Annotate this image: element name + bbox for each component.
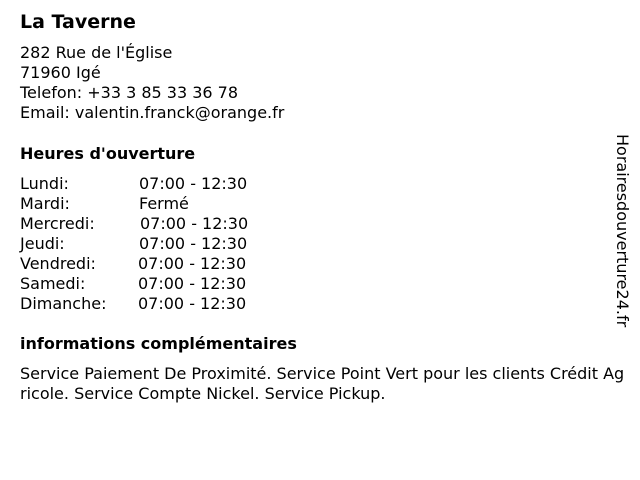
address-city: 71960 Igé: [20, 63, 101, 82]
day-label: Jeudi:: [20, 234, 65, 253]
day-label: Mercredi:: [20, 214, 95, 233]
day-label: Lundi:: [20, 174, 69, 193]
time-value: 07:00 - 12:30: [138, 294, 247, 313]
hours-row-vendredi: [20, 254, 320, 274]
day-label: Dimanche:: [20, 294, 107, 313]
time-value: Fermé: [139, 194, 189, 213]
time-value: 07:00 - 12:30: [138, 254, 247, 273]
hours-row-dimanche: [20, 294, 320, 314]
hours-row-lundi: [20, 174, 320, 194]
additional-info-text: Service Paiement De Proximité. Service Point Vert pour les clients Crédit Agricole. Service Compte Nickel. Service Pickup.: [20, 364, 625, 403]
opening-hours-heading: Heures d'ouverture: [20, 144, 196, 163]
site-watermark: Horairesdouverture24.fr: [613, 134, 632, 328]
business-name: La Taverne: [20, 11, 136, 33]
time-value: 07:00 - 12:30: [138, 274, 247, 293]
email-address: Email: valentin.franck@orange.fr: [20, 103, 285, 122]
day-label: Samedi:: [20, 274, 86, 293]
hours-row-jeudi: [20, 234, 320, 254]
hours-row-mardi: [20, 194, 320, 214]
phone-number: Telefon: +33 3 85 33 36 78: [20, 83, 239, 102]
address-street: 282 Rue de l'Église: [20, 43, 173, 62]
hours-row-mercredi: [20, 214, 320, 234]
day-label: Vendredi:: [20, 254, 96, 273]
time-value: 07:00 - 12:30: [139, 234, 248, 253]
contact-block: [20, 43, 284, 123]
day-label: Mardi:: [20, 194, 70, 213]
time-value: 07:00 - 12:30: [140, 214, 249, 233]
opening-hours-table: [20, 174, 320, 314]
hours-row-samedi: [20, 274, 320, 294]
time-value: 07:00 - 12:30: [139, 174, 248, 193]
additional-info-heading: informations complémentaires: [20, 334, 297, 353]
